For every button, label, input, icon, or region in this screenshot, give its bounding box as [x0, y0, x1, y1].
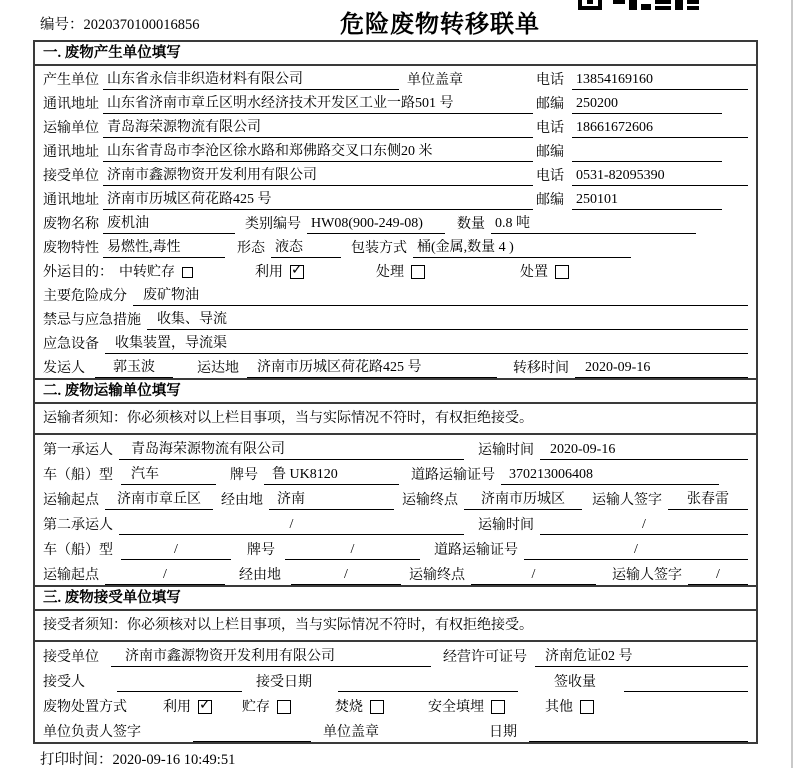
- label-carrier-sign-2: 运输人签字: [612, 568, 682, 583]
- print-time: 打印时间：2020-09-16 10:49:51: [40, 752, 236, 768]
- label-receiver-address: 通讯地址: [43, 193, 99, 208]
- row-disposal-method: [35, 692, 756, 717]
- field-acceptor-name: [117, 691, 242, 692]
- label-producer-phone: 电话: [536, 73, 564, 88]
- field-destination: 济南市历城区荷花路425 号: [247, 359, 497, 378]
- label-receiver-zip: 邮编: [536, 193, 564, 208]
- label-receiver-unit: 接受单位: [43, 169, 99, 184]
- label-transporter-zip: 邮编: [536, 145, 564, 160]
- label-route-end-1: 运输终点: [402, 493, 458, 508]
- field-packaging: 桶(金属,数量 4 ): [413, 239, 631, 258]
- row-producer-address: [35, 90, 756, 114]
- doc-number-value: 2020370100016856: [83, 17, 200, 33]
- field-road-permit-1: 370213006408: [501, 466, 719, 485]
- row-acceptor: [35, 667, 756, 692]
- label-packaging: 包装方式: [351, 241, 407, 256]
- field-taboo-measures: 收集、导流: [147, 311, 748, 330]
- checkbox-disposal-storage: [277, 700, 291, 714]
- doc-number-label: 编号：: [40, 17, 84, 33]
- field-transporter-address: 山东省青岛市李沧区徐水路和郑佛路交叉口东侧20 米: [103, 143, 533, 162]
- field-plate-1: 鲁 UK8120: [264, 466, 399, 485]
- section2-notice: 运输者须知：你必须核对以上栏目事项，当与实际情况不符时，有权拒绝接受。: [35, 404, 756, 435]
- label-transport-time-2: 运输时间: [478, 518, 534, 533]
- label-route-end-2: 运输终点: [409, 568, 465, 583]
- field-route-via-1: 济南: [269, 491, 394, 510]
- row-transporter-unit: [35, 114, 756, 138]
- label-responsible-signature: 单位负责人签字: [43, 725, 141, 740]
- label-option-transit-storage: 中转贮存: [119, 265, 175, 280]
- label-road-permit-1: 道路运输证号: [411, 468, 495, 483]
- label-disposal-incinerate: 焚烧: [335, 700, 363, 715]
- label-producer-unit: 产生单位: [43, 73, 99, 88]
- row-waste-name: [35, 210, 756, 234]
- field-business-license: 济南危证02 号: [535, 648, 748, 667]
- row-receiver-address: [35, 186, 756, 210]
- row-waste-traits: [35, 234, 756, 258]
- label-vehicle-type-2: 车（船）型: [43, 543, 113, 558]
- checkbox-disposal-utilize: [198, 700, 212, 714]
- field-producer-address: 山东省济南市章丘区明水经济技术开发区工业一路501 号: [103, 95, 533, 114]
- label-carrier-sign-1: 运输人签字: [592, 493, 662, 508]
- field-receiver-name: 济南市鑫源物资开发利用有限公司: [103, 167, 533, 186]
- label-disposal-storage: 贮存: [242, 700, 270, 715]
- label-road-permit-2: 道路运输证号: [434, 543, 518, 558]
- field-producer-name: 山东省永信非织造材料有限公司: [103, 71, 399, 90]
- row-first-carrier: [35, 435, 756, 460]
- label-first-carrier: 第一承运人: [43, 443, 113, 458]
- label-route-start-1: 运输起点: [43, 493, 99, 508]
- label-accept-date: 接受日期: [256, 675, 312, 690]
- row-accepting-unit: [35, 642, 756, 667]
- field-transporter-zip: [572, 161, 722, 162]
- row-vehicle-2: [35, 535, 756, 560]
- label-transporter-phone: 电话: [536, 121, 564, 136]
- row-hazard-components: [35, 282, 756, 306]
- field-transport-time-1: 2020-09-16: [540, 441, 748, 460]
- row-taboo-measures: [35, 306, 756, 330]
- label-producer-address: 通讯地址: [43, 97, 99, 112]
- field-first-carrier: 青岛海荣源物流有限公司: [119, 441, 464, 460]
- row-vehicle-1: [35, 460, 756, 485]
- label-unit-seal-3: 单位盖章: [323, 725, 379, 740]
- field-transport-time-2: /: [540, 516, 748, 535]
- label-accepting-unit: 接受单位: [43, 650, 99, 665]
- field-second-carrier: /: [119, 516, 464, 535]
- field-accept-date: [338, 691, 518, 692]
- field-sign-date: [529, 741, 748, 742]
- manifest-table: [33, 40, 758, 744]
- label-transporter-unit: 运输单位: [43, 121, 99, 136]
- row-transfer-purpose: [35, 258, 756, 282]
- label-taboo-measures: 禁忌与应急措施: [43, 313, 141, 328]
- checkbox-disposal-other: [580, 700, 594, 714]
- label-route-via-2: 经由地: [239, 568, 281, 583]
- field-transporter-phone: 18661672606: [572, 119, 748, 138]
- field-accepting-unit: 济南市鑫源物资开发利用有限公司: [111, 648, 431, 667]
- checkbox-disposal-landfill: [491, 700, 505, 714]
- label-receiver-phone: 电话: [536, 169, 564, 184]
- label-option-utilize: 利用: [255, 265, 283, 280]
- label-disposal-utilize: 利用: [163, 700, 191, 715]
- label-form: 形态: [237, 241, 265, 256]
- label-waste-traits: 废物特性: [43, 241, 99, 256]
- row-second-carrier: [35, 510, 756, 535]
- row-route-1: [35, 485, 756, 510]
- row-receiver-unit: [35, 162, 756, 186]
- label-disposal-other: 其他: [545, 700, 573, 715]
- label-transfer-purpose: 外运目的：: [43, 265, 113, 280]
- field-route-start-2: /: [105, 566, 225, 585]
- field-carrier-sign-2: /: [688, 566, 748, 585]
- field-category-code: HW08(900-249-08): [307, 215, 445, 234]
- checkbox-disposal-incinerate: [370, 700, 384, 714]
- field-hazard-components: 废矿物油: [133, 287, 748, 306]
- field-plate-2: /: [285, 541, 420, 560]
- label-business-license: 经营许可证号: [443, 650, 527, 665]
- label-plate-2: 牌号: [247, 543, 275, 558]
- field-receiver-address: 济南市历城区荷花路425 号: [103, 191, 533, 210]
- field-receiver-zip: 250101: [572, 191, 722, 210]
- label-acceptor: 接受人: [43, 675, 85, 690]
- field-producer-zip: 250200: [572, 95, 722, 114]
- row-producer-unit: [35, 66, 756, 90]
- label-sign-date: 日期: [489, 725, 517, 740]
- label-dispatcher: 发运人: [43, 361, 85, 376]
- label-quantity: 数量: [457, 217, 485, 232]
- label-producer-zip: 邮编: [536, 97, 564, 112]
- label-transport-time-1: 运输时间: [478, 443, 534, 458]
- label-disposal-landfill: 安全填埋: [428, 700, 484, 715]
- section2-header: 二. 废物运输单位填写: [35, 378, 756, 404]
- label-plate-1: 牌号: [230, 468, 258, 483]
- field-quantity: 0.8 吨: [491, 215, 696, 234]
- checkbox-dispose: [555, 265, 569, 279]
- field-received-amount: [624, 691, 748, 692]
- field-receiver-phone: 0531-82095390: [572, 167, 748, 186]
- section3-header: 三. 废物接受单位填写: [35, 585, 756, 611]
- field-route-end-1: 济南市历城区: [464, 491, 582, 510]
- label-transfer-time: 转移时间: [513, 361, 569, 376]
- field-transfer-time: 2020-09-16: [575, 359, 748, 378]
- label-hazard-components: 主要危险成分: [43, 289, 127, 304]
- row-responsible-signature: [35, 717, 756, 742]
- label-option-dispose: 处置: [520, 265, 548, 280]
- field-dispatcher-name: 郭玉波: [95, 359, 173, 378]
- row-emergency-equipment: [35, 330, 756, 354]
- label-vehicle-type-1: 车（船）型: [43, 468, 113, 483]
- field-road-permit-2: /: [524, 541, 748, 560]
- field-route-start-1: 济南市章丘区: [105, 491, 213, 510]
- label-option-treat: 处理: [376, 265, 404, 280]
- field-responsible-signature: [193, 741, 311, 742]
- field-vehicle-type-1: 汽车: [121, 466, 216, 485]
- label-route-via-1: 经由地: [221, 493, 263, 508]
- label-second-carrier: 第二承运人: [43, 518, 113, 533]
- row-dispatcher: [35, 354, 756, 378]
- field-transporter-name: 青岛海荣源物流有限公司: [103, 119, 533, 138]
- label-route-start-2: 运输起点: [43, 568, 99, 583]
- checkbox-treat: [411, 265, 425, 279]
- checkbox-utilize: [290, 265, 304, 279]
- page-title: 危险废物转移联单: [340, 12, 540, 38]
- label-waste-name: 废物名称: [43, 217, 99, 232]
- field-route-end-2: /: [471, 566, 596, 585]
- field-waste-name: 废机油: [103, 215, 235, 234]
- label-destination: 运达地: [197, 361, 239, 376]
- label-transporter-address: 通讯地址: [43, 145, 99, 160]
- label-emergency-equipment: 应急设备: [43, 337, 99, 352]
- section3-notice: 接受者须知：你必须核对以上栏目事项，当与实际情况不符时，有权拒绝接受。: [35, 611, 756, 642]
- row-route-2: [35, 560, 756, 585]
- label-category-code: 类别编号: [245, 217, 301, 232]
- label-disposal-method: 废物处置方式: [43, 700, 127, 715]
- label-received-amount: 签收量: [554, 675, 596, 690]
- field-emergency-equipment: 收集装置，导流渠: [105, 335, 748, 354]
- field-carrier-sign-1: 张春雷: [668, 491, 748, 510]
- field-vehicle-type-2: /: [121, 541, 231, 560]
- label-unit-seal: 单位盖章: [407, 73, 463, 88]
- row-transporter-address: [35, 138, 756, 162]
- section1-header: 一. 废物产生单位填写: [35, 42, 756, 66]
- field-producer-phone: 13854169160: [572, 71, 748, 90]
- window-right-edge: [791, 0, 793, 768]
- field-route-via-2: /: [291, 566, 401, 585]
- checkbox-transit-storage: [182, 267, 193, 278]
- field-waste-traits: 易燃性,毒性: [103, 239, 225, 258]
- field-form: 液态: [271, 239, 341, 258]
